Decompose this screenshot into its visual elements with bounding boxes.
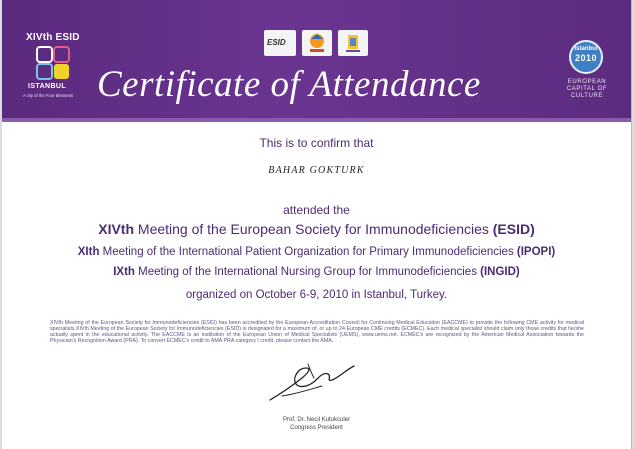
capital-line-3: CULTURE [570, 93, 604, 99]
meeting-ingid-abbr: (INGID) [480, 266, 520, 278]
istanbul-2010-logo [565, 40, 609, 120]
signatory-name: Prof. Dr. Necil Kutukculer [282, 417, 351, 423]
istanbul-badge-year: 2010 [574, 53, 598, 63]
esid-logo-city: ISTANBUL [28, 83, 67, 90]
organized-statement: organized on October 6-9, 2010 in Istanbul, Turkey. [185, 289, 448, 301]
attended-statement: attended the [283, 203, 350, 217]
banner-divider [2, 118, 631, 122]
esid-logo-tagline: A city of the Four Elements [23, 93, 74, 98]
certificate-title: Certificate of Attendance [97, 64, 481, 105]
istanbul-badge-city: İstanbul [574, 46, 598, 52]
esid-logo-text: ESID [267, 38, 286, 47]
signatory-role: Congress President [290, 425, 343, 431]
four-elements-icon [36, 46, 70, 80]
meeting-esid-ordinal: XIVth [98, 221, 135, 237]
meeting-ipopi [2, 246, 631, 258]
esid-logo-icon [264, 30, 296, 56]
meeting-esid-text: Meeting of the European Society for Immunodeficiencies [134, 221, 493, 237]
attendee-name: BAHAR GOKTURK [268, 165, 365, 176]
meeting-ipopi-abbr: (IPOPI) [516, 246, 556, 258]
certificate-page [2, 0, 632, 449]
confirm-statement: This is to confirm that [259, 136, 374, 150]
meeting-ipopi-text: Meeting of the International Patient Organization for Primary Immunodeficiencies [99, 246, 517, 258]
esid-logo-title: XIVth ESID [26, 32, 80, 43]
header-banner [2, 0, 631, 122]
meeting-ingid-ordinal: IXth [113, 266, 135, 278]
esid-congress-logo [22, 26, 86, 106]
istanbul-badge-icon [569, 40, 603, 74]
ingid-logo-icon [338, 30, 368, 56]
ipopi-logo-icon [302, 30, 332, 56]
capital-line-1: EUROPEAN [567, 79, 607, 85]
meeting-esid-abbr: (ESID) [492, 221, 535, 237]
meeting-esid [2, 221, 631, 237]
accreditation-fine-print: XIVth Meeting of the European Society for Immunodeficiencies (ESID) has been accredited by the European Accreditation Council for Continuing Medical Education (EACCME) to provide the following CME activity for medical specialists.XIVth Meeting of the European Society for Immunodeficiencies (ESID) is designated for a maximum of, or up to 24 European CME credits (ECMEC). Each medical specialist should claim only those credits that he/she actually spent in the educational activity. The EACCME is an institution of the European Union of Medical Specialists (UEMS), www.uems.net. ECMEC's are recognized by the American Medical Association towards the Physician's Recognition Award (PRA). To convert ECMEC's credit to AMA PRA category I credit, please contact the AMA. [50, 320, 584, 345]
capital-line-2: CAPITAL OF [566, 86, 608, 92]
signature-icon [262, 356, 358, 406]
meeting-ipopi-ordinal: XIth [77, 246, 100, 258]
meeting-ingid-text: Meeting of the International Nursing Group for Immunodeficiencies [134, 266, 481, 278]
meeting-ingid [2, 266, 631, 278]
